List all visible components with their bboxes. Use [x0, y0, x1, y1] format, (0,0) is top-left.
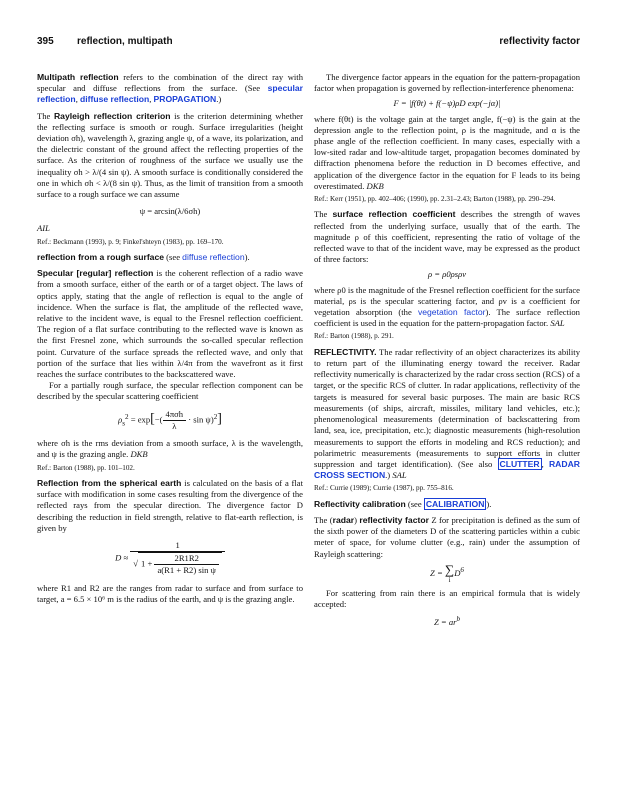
entry-text: The radar reflectivity of an object characterizes its ability to return part of the illuminating energy toward the receiver. Radar reflectivity numerically is characterized by the radar cross section (RCS) of a target, or the specific RCS of clutter. In radar applications, reflectivity of the targets is measured for several basic purposes. The main are basic RCS measurements (of ships, aircraft, missiles, military land vehicles, etc.); phenomenological measurements (determination of backscattering from land, sea, ice, precipitation, etc.); diagnostic measurements (high-resolution measurements to support the efforts in modeling and RCS reduction); and polarimetric measurements (measurements to support efforts in clutter suppression and target identification). (See also — [314, 346, 580, 469]
sum-index: i — [448, 575, 451, 584]
sum-symbol: ∑ — [444, 561, 455, 577]
entry-mid: ) — [354, 514, 360, 525]
author-signature: DKB — [366, 180, 384, 191]
eq-denominator: √ 1 + $\frac{2R1R2}{\text{a(R1 + R2) sin ψ}}$ — [130, 552, 225, 576]
eq-inner-numerator: 2R1R2 — [154, 553, 218, 565]
reference: Ref.: Barton (1988), pp. 101–102. — [37, 463, 135, 472]
entry-prefix: The ( — [314, 514, 333, 525]
link-propagation[interactable]: PROPAGATION — [153, 94, 217, 105]
eq-sub: s — [122, 419, 125, 428]
equation-reflectivity-factor — [314, 561, 580, 584]
entry-text: where ρ0 is the magnitude of the Fresnel reflection coefficient for the surface material, ρs is the specular scattering factor, and ρv is a coefficient for vegetation absorption (the — [314, 284, 580, 318]
equation-empirical-rain — [314, 614, 580, 628]
link-specular-reflection[interactable]: specular reflection — [37, 83, 303, 105]
entry-end: ). — [486, 498, 492, 509]
author-signature: AIL — [37, 223, 50, 234]
separator: , — [75, 94, 80, 105]
term: Specular [regular] reflection — [37, 268, 154, 279]
entry-text: where f(θt) is the voltage gain at the target angle, f(−ψ) is the gain at the depression angle to the reflection point, ρ is the magnitude, and α is the phase angle of the reflection coefficient. In many cases, especially with a low-sited radar and low-altitude target, propagation becomes dominated by diffraction phenomena before the reduction in D becomes effective, and application of the divergence factor in the equation for F leads to its being overestimated. — [314, 113, 580, 191]
link-calibration[interactable]: CALIBRATION — [425, 498, 485, 509]
entry-text: refers to the combination of the direct ray with specular and diffuse reflections from the surface. (See — [37, 72, 303, 94]
entry-rough-surface — [37, 252, 303, 263]
eq-sup: 2 — [124, 412, 129, 421]
entry-multipath-reflection — [37, 72, 303, 106]
eq-fraction — [163, 409, 187, 432]
eq-variable: D — [454, 567, 461, 578]
entry-text: is calculated on the basis of a flat surface with modification in some cases resulting from the divergence of the reflected rays from the specular direction. The divergence factor D describing the reduction in field strength, relative to flat-earth reflection, is given by — [37, 477, 303, 533]
link-vegetation-factor[interactable]: vegetation factor — [417, 307, 486, 318]
entry-prefix: The — [37, 110, 54, 121]
paragraph — [314, 114, 580, 192]
link-diffuse-reflection[interactable]: diffuse reflection — [182, 252, 245, 263]
eq-lhs: Z = ar — [433, 617, 457, 627]
equation-reflection-product: ρ = ρ0ρsρv — [427, 269, 467, 280]
page-number: 395 — [37, 36, 54, 47]
link-radar-cross-section[interactable]: RADAR CROSS SECTION — [314, 458, 580, 481]
entry-text: is the criterion determining whether the reflecting surface is smooth or rough. Surface irregularities (height deviation σh), wavelength λ, grazing angle ψ, of a wave, its polarization, and the dielectric constant of the ground affect the reflecting properties of the surface. As the criterion of roughness of the surface we usually use the inequality σh > λ/(4 sin ψ). A smooth surface is conditionally considered the one in which σh < λ/(8 sin ψ). Thus, as the limit of transition from a smooth surface to a rough surface we can assume — [37, 110, 303, 200]
section-title: reflection, multipath — [77, 36, 173, 47]
term: reflection from a rough surface — [37, 252, 165, 263]
entry-reflectivity-calibration — [314, 499, 580, 510]
reference: Ref.: Kerr (1951), pp. 402–406; (1990), pp. 2.31–2.43; Barton (1988), pp. 290–294. — [314, 195, 556, 204]
eq-numerator: 4πσh — [163, 409, 187, 421]
eq-inner-fraction — [154, 553, 218, 576]
eq-denominator: λ — [172, 420, 177, 431]
entry-text: is the coherent reflection of a radio wave from a smooth surface, either of the earth or of a target object. The laws of optics apply, stating that the angle of reflection is equal to the angle of incidence. When the surface is flat, the amplitude of the reflected wave, relative to the incident wave, is equal to the Fresnel reflection coefficient. The region of a flat surface contributing to the reflected wave is known as the first Fresnel zone, which surrounds the so-called specular reflection point. Curvature of the surface spreads the reflected wave, and only that portion of the surface that lies within λ/4π from the wavefront as it first reaches the surface contributes to the backscattered wave. — [37, 268, 303, 380]
eq-op: = exp — [128, 414, 151, 425]
entry-text: Z for precipitation is defined as the sum of the sixth power of the diameters D of the scattering particles within a cubic meter of space, for volume clutter (e.g., rain) under the assumption of Rayleigh scattering: — [314, 514, 580, 559]
eq-fraction — [130, 540, 225, 577]
term: Multipath reflection — [37, 72, 119, 82]
term: surface reflection coefficient — [332, 209, 456, 220]
reference: Ref.: Barton (1988), p. 291. — [314, 332, 394, 341]
author-signature: DKB — [130, 449, 148, 460]
term: Reflection from the spherical earth — [37, 477, 182, 488]
eq-lhs: D ≈ — [115, 552, 129, 563]
link-clutter[interactable]: CLUTTER — [499, 458, 540, 469]
topic-title: reflectivity factor — [499, 36, 580, 47]
eq-numerator: 1 — [130, 540, 225, 552]
entry-prefix: (see — [164, 252, 183, 263]
eq-one: 1 + — [141, 558, 153, 569]
left-column — [37, 72, 303, 605]
paragraph: For a partially rough surface, the specular reflection component can be described by the specular scattering coefficient — [37, 380, 303, 402]
entry-text: where σh is the rms deviation from a smooth surface, λ is the wavelength, and ψ is the grazing angle. — [37, 438, 303, 460]
author-signature: SAL — [392, 470, 407, 481]
entry-end: .) — [216, 94, 222, 105]
eq-lhs: Z = — [430, 567, 445, 578]
paragraph: For scattering from rain there is an empirical formula that is widely accepted: — [314, 587, 580, 609]
entry-spherical-earth — [37, 478, 303, 534]
running-header — [37, 36, 580, 50]
separator: , — [149, 94, 154, 105]
term: REFLECTIVITY. — [314, 346, 377, 357]
eq-power: 6 — [460, 565, 464, 574]
paragraph — [37, 438, 303, 460]
eq-sum — [444, 561, 455, 584]
entry-specular-reflection — [37, 268, 303, 380]
term: Reflectivity calibration — [314, 498, 406, 509]
eq-power: 2 — [213, 412, 218, 421]
eq-power: b — [456, 615, 461, 624]
equation-divergence-factor — [37, 540, 303, 577]
equation-pattern-propagation: F = |f(θt) + f(−ψ)ρD exp(−jα)| — [393, 98, 501, 109]
entry-prefix: (see — [405, 498, 424, 509]
separator: , — [541, 458, 549, 469]
term: radar — [332, 514, 355, 525]
right-column — [314, 72, 580, 632]
entry-end: .) — [385, 470, 391, 481]
author-signature: SAL — [550, 318, 565, 329]
entry-text: describes the strength of waves reflected from the underlying surface, usually that of the earth. The magnitude ρ of this coefficient, representing the ratio of voltage of the reflected wave to that of the incident wave, may be expressed as the product of three factors: — [314, 209, 580, 265]
equation-specular-coefficient: $\rho_s^2 = \exp[-$( $\frac{\text{4πσh}}{\lambda}$ · sin ψ)$^2$] — [118, 408, 222, 431]
eq-tail: · sin ψ — [186, 414, 211, 425]
eq-inner-denominator: a(R1 + R2) sin ψ — [157, 565, 216, 576]
entry-reflectivity-factor — [314, 515, 580, 560]
paragraph: where R1 and R2 are the ranges from radar to surface and from surface to target, a = 6.5 × 10⁶ m is the radius of the earth, and ψ is the grazing angle. — [37, 582, 303, 604]
link-diffuse-reflection[interactable]: diffuse reflection — [79, 94, 150, 105]
entry-rayleigh-criterion — [37, 111, 303, 201]
reference: Ref.: Beckmann (1993), p. 9; Finkel'shteyn (1983), pp. 169–170. — [37, 237, 224, 246]
entry-text: ). The surface reflection coefficient is used in the equation for the pattern-propagation factor. — [314, 307, 580, 329]
term: reflectivity factor — [359, 514, 429, 525]
eq-symbol: ρ — [118, 414, 123, 425]
entry-end: ). — [244, 252, 250, 263]
entry-prefix: The — [314, 209, 333, 220]
reference: Ref.: Currie (1989); Currie (1987), pp. 755–816. — [314, 484, 454, 493]
entry-reflectivity — [314, 347, 580, 481]
equation-rayleigh: ψ = arcsin(λ/6σh) — [139, 206, 201, 217]
paragraph — [314, 285, 580, 330]
entry-surface-reflection-coefficient — [314, 209, 580, 265]
paragraph: The divergence factor appears in the equation for the pattern-propagation factor when propagation is governed by reflection-interference phenomena: — [314, 72, 580, 94]
term: Rayleigh reflection criterion — [53, 110, 171, 121]
